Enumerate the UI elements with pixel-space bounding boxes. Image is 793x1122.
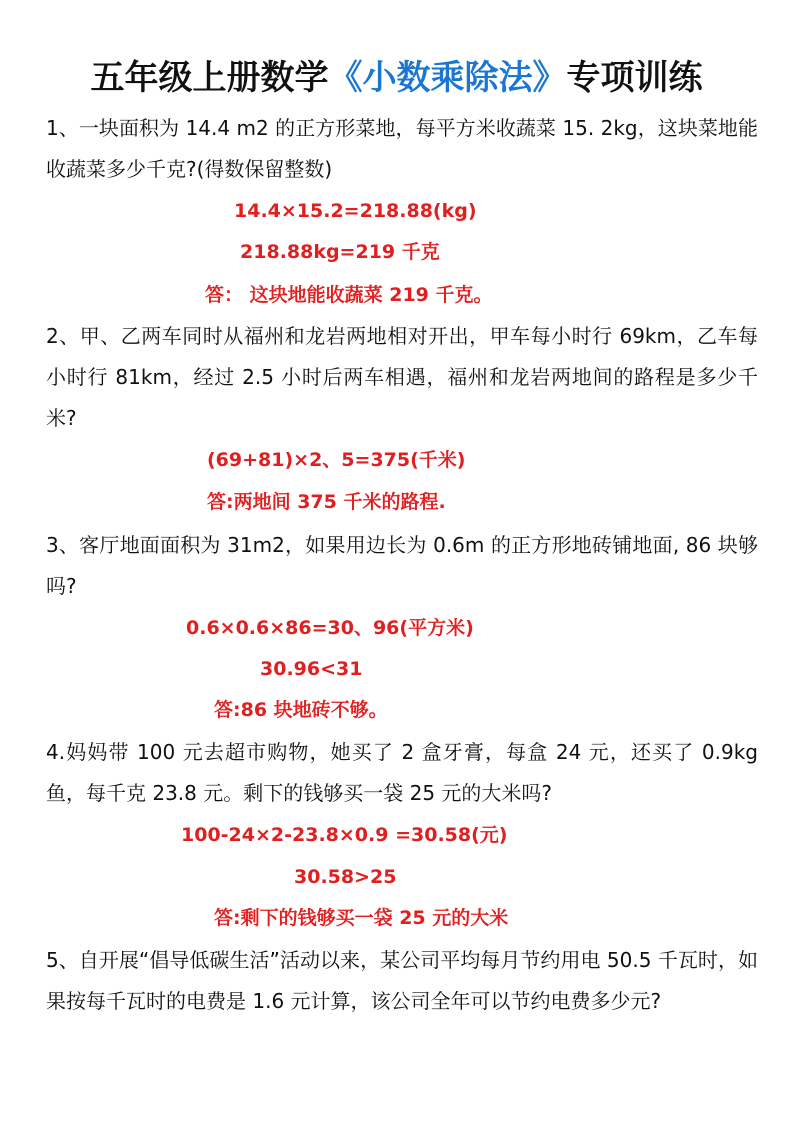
problem-2-answer: 答:两地间 375 千米的路程. (207, 491, 446, 513)
problem-1-answer: 答： 这块地能收蔬菜 219 千克。 (205, 284, 493, 306)
problem-3-answer: 答:86 块地砖不够。 (214, 699, 388, 721)
problem-2-work-1: (69+81)×2、5=375(千米) (207, 449, 466, 471)
problem-1-question: 1、一块面积为 14.4 m2 的正方形菜地，每平方米收蔬菜 15. 2kg，这块菜地能收蔬菜多少千克?(得数保留整数) (46, 116, 758, 181)
problem-1-work-2: 218.88kg=219 千克 (240, 241, 440, 263)
problem-3-work-1: 0.6×0.6×86=30、96(平方米) (186, 617, 474, 639)
problem-3-question: 3、客厅地面面积为 31m2，如果用边长为 0.6m 的正方形地砖铺地面, 86 块够吗? (46, 533, 758, 598)
problem-4-answer: 答:剩下的钱够买一袋 25 元的大米 (214, 907, 509, 929)
problem-2-question: 2、甲、乙两车同时从福州和龙岩两地相对开出，甲车每小时行 69km，乙车每小时行 81km，经过 2.5 小时后两车相遇，福州和龙岩两地间的路程是多少千米? (46, 324, 758, 430)
problem-4-work-1: 100-24×2-23.8×0.9 =30.58(元) (181, 824, 508, 846)
title-suffix: 专项训练 (566, 58, 703, 98)
title-highlight: 《小数乘除法》 (328, 58, 567, 98)
problem-5-question: 5、自开展“倡导低碳生活”活动以来，某公司平均每月节约用电 50.5 千瓦时，如果按每千瓦时的电费是 1.6 元计算，该公司全年可以节约电费多少元? (46, 948, 758, 1013)
problem-4-work-2: 30.58>25 (294, 866, 397, 888)
title-prefix: 五年级上册数学 (90, 58, 329, 98)
page-title (0, 52, 793, 104)
problem-3-work-2: 30.96<31 (260, 658, 363, 680)
problem-1-work-1: 14.4×15.2=218.88(kg) (234, 200, 477, 222)
problem-4-question: 4.妈妈带 100 元去超市购物，她买了 2 盒牙膏，每盒 24 元，还买了 0.9kg 鱼，每千克 23.8 元。剩下的钱够买一袋 25 元的大米吗? (46, 740, 758, 805)
